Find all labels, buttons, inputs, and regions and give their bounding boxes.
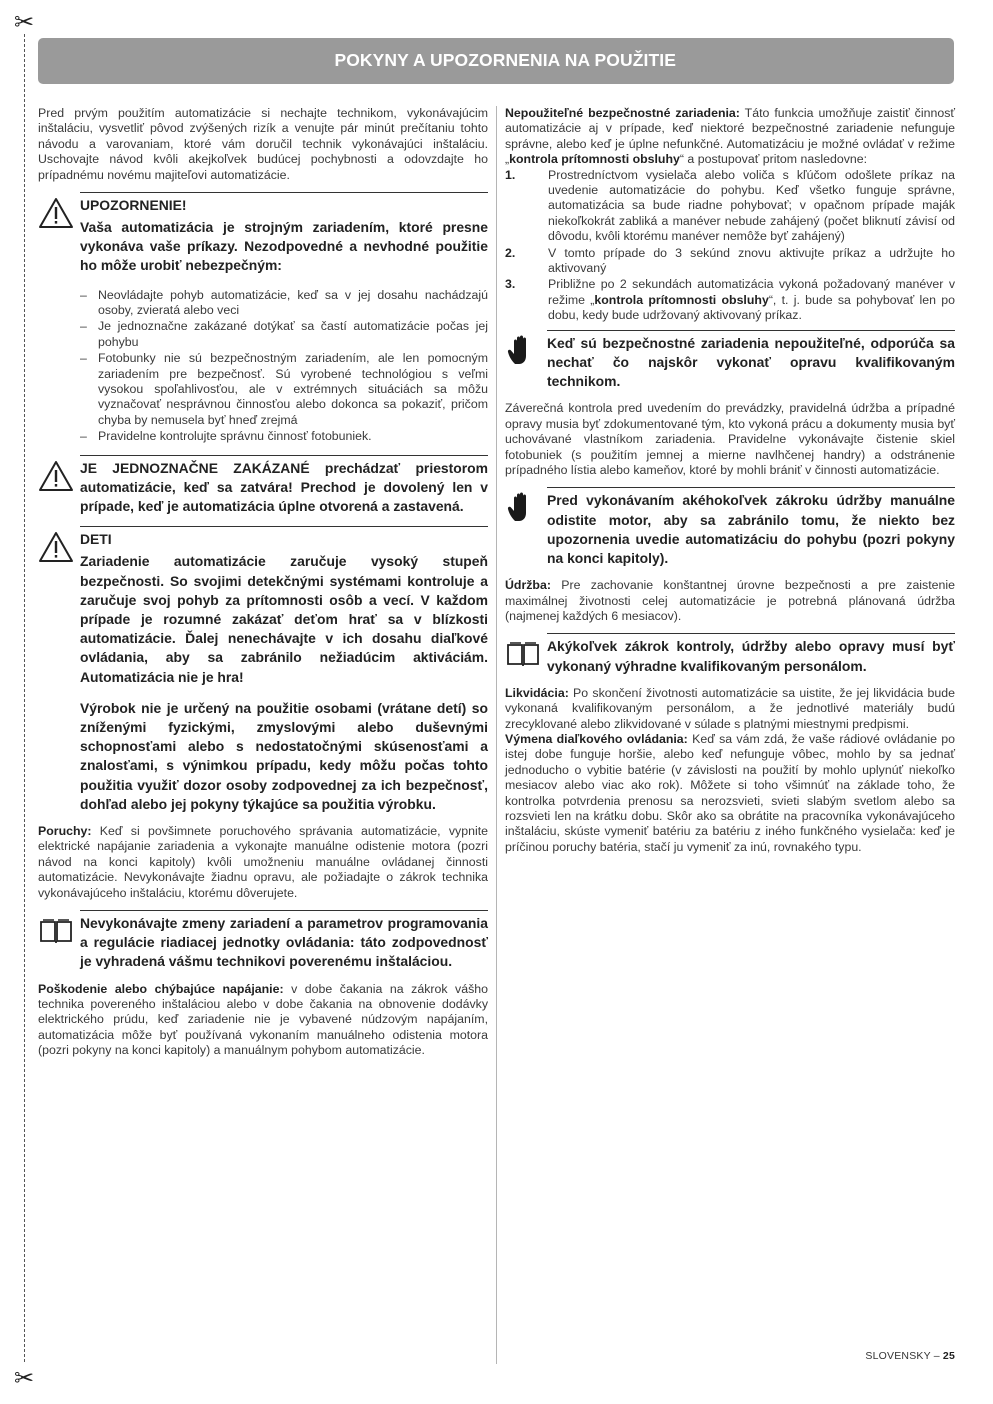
scissors-icon: ✂: [14, 8, 35, 36]
no-change-text: Nevykonávajte zmeny zariadení a parametrov programovania a regulácie riadiacej jednotky ovládania: táto zodpovednosť je vyhradená vášmu technikovi poverenému inštaláciou.: [80, 914, 488, 970]
section-header: [38, 38, 954, 84]
left-column: [38, 106, 488, 1062]
page-title: POKYNY A UPOZORNENIA NA POUŽITIE: [334, 50, 676, 70]
faults-label: Poruchy:: [38, 823, 92, 838]
scissors-icon: ✂: [14, 1364, 35, 1392]
warning-callout: [38, 192, 488, 445]
manual-book-icon: [505, 637, 541, 671]
hand-repair-text: Keď sú bezpečnostné zariadenia nepoužiteľné, odporúča sa nechať čo najskôr vykonať opravu kvalifikovaným technikom.: [547, 334, 955, 390]
hand-callout-maintenance: [505, 487, 955, 568]
stop-hand-icon: [505, 334, 541, 368]
steps-list: [505, 168, 955, 324]
hand-callout-repair: [505, 330, 955, 392]
list-item: – Fotobunky nie sú bezpečnostným zariadením, ale len pomocným zariadením pre bezpečnosť. Sú vyrobené technológiou s veľmi vysokou spoľahlivosťou, ale v extrémnych situáciách sa môžu vyznačovať nesprávnou činnosťou alebo dokonca sa pokaziť, pričom chyba by nemusela byť hneď zrejmá: [80, 351, 488, 428]
warning-list: [80, 288, 488, 445]
warning-triangle-icon: [38, 459, 74, 493]
intro-paragraph: Pred prvým použitím automatizácie si nechajte technikom, vykonávajúcim inštaláciu, vysvetliť pôvod zvýšených rizík a venujte pár minút prečítaniu tohto návodu a varovaniam, ktoré vám doručil technik vykonávajúci inštaláciu. Uschovajte návod kvôli akejkoľvek budúcej pochybnosti a odovzdajte ho prípadnému novému majiteľovi automatizácie.: [38, 106, 488, 182]
safety-label: Nepoužiteľné bezpečnostné zariadenia:: [505, 106, 740, 120]
no-change-callout: [38, 910, 488, 972]
maintenance-paragraph: Údržba: Pre zachovanie konštantnej úrovne bezpečnosti a pre zaistenie maximálnej životnosti celej automatizácie je potrebná plánovaná údržba (najmenej každých 6 mesiacov).: [505, 578, 955, 623]
list-item: 3. Približne po 2 sekundách automatizácia vykoná požadovaný manéver v režime „kontrola prítomnosti obsluhy“, t. j. bude sa pohybovať len po dobu, kedy bude udržovaný aktivovaný príkaz.: [505, 277, 955, 323]
children-callout: [38, 526, 488, 814]
battery-label: Výmena diaľkového ovládania:: [505, 731, 688, 746]
hand-maintenance-text: Pred vykonávaním akéhokoľvek zákroku údržby manuálne odistite motor, aby sa zabránilo tomu, že niekto bez upozornenia uvedie automatizáciu do pohybu (pozri pokyny na konci kapitoly).: [547, 492, 955, 566]
forbidden-callout: [38, 455, 488, 517]
page-footer: [865, 1350, 955, 1362]
list-item: 1. Prostredníctvom vysielača alebo voliča s kľúčom odošlete príkaz na uvedenie automatizácie do pohybu. Keď všetko funguje správne, automatizácia sa bude riadne pohybovať; v opačnom prípade maják niekoľkokrát zabliká a manéver nebude zahájený (počet bliknutí závisí od dôvodu, kvôli ktorému manéver nemôže byť zahájený): [505, 167, 955, 244]
warning-triangle-icon: [38, 196, 74, 230]
faults-paragraph: Poruchy: Keď si povšimnete poruchového správania automatizácie, vypnite elektrické napájanie zariadenia a vykonajte manuálne odistenie motora (pozri návod na konci kapitoly) kvôli umožneniu manuálne ovládanej činnosti automatizácie. Nevykonávajte žiadnu opravu, ale požiadajte o zákrok technika vykonávajúceho inštaláciu, ktorému dôverujete.: [38, 823, 488, 900]
warning-triangle-icon: [38, 530, 74, 564]
children-text-1: Zariadenie automatizácie zaručuje vysoký stupeň bezpečnosti. So svojimi detekčnými systémami kontroluje a zaručuje svoj pohyb za prítomnosti osôb a vecí. V každom prípade je rozumné zakázať deťom hrať sa v blízkosti automatizácie. Ďalej nenechávajte v ich dosahu diaľkové ovládania, aby sa zabránilo nežiadúcim aktiváciám. Automatizácia nie je hra!: [80, 553, 488, 685]
maintenance-label: Údržba:: [505, 578, 551, 593]
list-item: – Je jednoznačne zakázané dotýkať sa častí automatizácie počas jej pohybu: [80, 319, 488, 350]
cut-line: [24, 34, 25, 1362]
forbidden-text: JE JEDNOZNAČNE ZAKÁZANÉ prechádzať priestorom automatizácie, keď sa zatvára! Prechod je dovolený len v prípade, keď je automatizácia úplne otvorená a zastavená.: [80, 459, 488, 515]
right-column: [505, 106, 955, 858]
book-text: Akýkoľvek zákrok kontroly, údržby alebo opravy musí byť vykonaný výhradne kvalifikovaným personálom.: [547, 638, 955, 674]
warning-text: Vaša automatizácia je strojným zariadením, ktoré presne vykonáva vaše príkazy. Nezodpovedné a nevhodné použitie ho môže urobiť nebezpečným:: [80, 219, 488, 274]
list-item: – Neovládajte pohyb automatizácie, keď sa v jej dosahu nachádzajú osoby, zvieratá alebo veci: [80, 288, 488, 319]
stop-hand-icon: [505, 491, 541, 525]
book-callout: [505, 633, 955, 675]
disposal-paragraph: Likvidácia: Po skončení životnosti automatizácie sa uistite, že jej likvidácia bude vykonaná kvalifikovaným personálom, a že jednotlivé materiály budú zrecyklované alebo zlikvidované v súlade s platnými miestnymi predpismi.: [505, 685, 955, 731]
column-divider: [496, 106, 497, 1364]
list-item: – Pravidelne kontrolujte správnu činnosť fotobuniek.: [80, 429, 488, 444]
list-item: 2. V tomto prípade do 3 sekúnd znovu aktivujte príkaz a udržujte ho aktivovaný: [505, 245, 955, 276]
battery-paragraph: Výmena diaľkového ovládania: Keď sa vám zdá, že vaše rádiové ovládanie po istej dobe funguje horšie, alebo keď nefunguje vôbec, mohlo by sa jednať jednoducho o vybitie batérie (v závislosti na použití by mohlo uplynúť niekoľko mesiacov alebo viac ako rok). Môžete si toho všimnúť na základe toho, že kontrolka potvrdenia prenosu sa nerozsvieti, svieti slabým svetlom alebo sa rozsvieti len na krátku dobu. Skôr ako sa obrátite na pracovníka vykonávajúceho inštaláciu, skúste vymeniť batériu za batériu z iného funkčného vysielača: keď je príčinou poruchy batéria, stačí ju vymeniť za inú, rovnakého typu.: [505, 731, 955, 854]
final-check-paragraph: Záverečná kontrola pred uvedením do prevádzky, pravidelná údržba a prípadné opravy musia byť zdokumentované tým, kto vykoná prácu a dokumenty musia byť uchovávané vlastníkom zariadenia. Pravidelne vykonávajte čistenie skiel fotobuniek (s použitím jemnej a mierne navlhčenej handry) a odstránenie prípadného lístia alebo kameňov, ktoré by mohli brániť v činnosti automatizácie.: [505, 401, 955, 477]
disposal-label: Likvidácia:: [505, 685, 569, 700]
power-label: Poškodenie alebo chýbajúce napájanie:: [38, 981, 284, 996]
page-number: 25: [942, 1350, 955, 1362]
power-paragraph: Poškodenie alebo chýbajúce napájanie: v dobe čakania na zákrok vášho technika povereného inštaláciou alebo v dobe čakania na obnovenie dodávky elektrického prúdu, keď zariadenie nie je vybavené núdzovým napájaním, automatizácia môže byť používaná vykonaním manuálneho odistenia motora (pozri pokyny na konci kapitoly) a manuálnym pohybom automatizácie.: [38, 981, 488, 1058]
safety-paragraph: Nepoužiteľné bezpečnostné zariadenia: Táto funkcia umožňuje zaistiť činnosť automatizácie aj v prípade, keď niektoré bezpečnostné zariadenie nefunguje správne, alebo keď je úplne nefunkčné. Automatizáciu je možné ovládať v režime „kontrola prítomnosti obsluhy“ a postupovať pritom nasledovne:: [505, 106, 955, 167]
footer-language: SLOVENSKY –: [865, 1350, 943, 1362]
manual-book-icon: [38, 914, 74, 948]
children-title: DETI: [80, 531, 112, 548]
children-text-2: Výrobok nie je určený na použitie osobami (vrátane detí) so zníženými fyzickými, zmyslovými alebo duševnými schopnosťami alebo s nedostatočnými skúsenosťami a znalosťami, s výnimkou prípadu, kedy môžu počas tohto použitia využiť dozor osoby zodpovednej za ich bezpečnosť, dohľad alebo jej pokyny týkajúce sa použitia výrobku.: [80, 699, 488, 812]
warning-title: UPOZORNENIE!: [80, 197, 187, 214]
